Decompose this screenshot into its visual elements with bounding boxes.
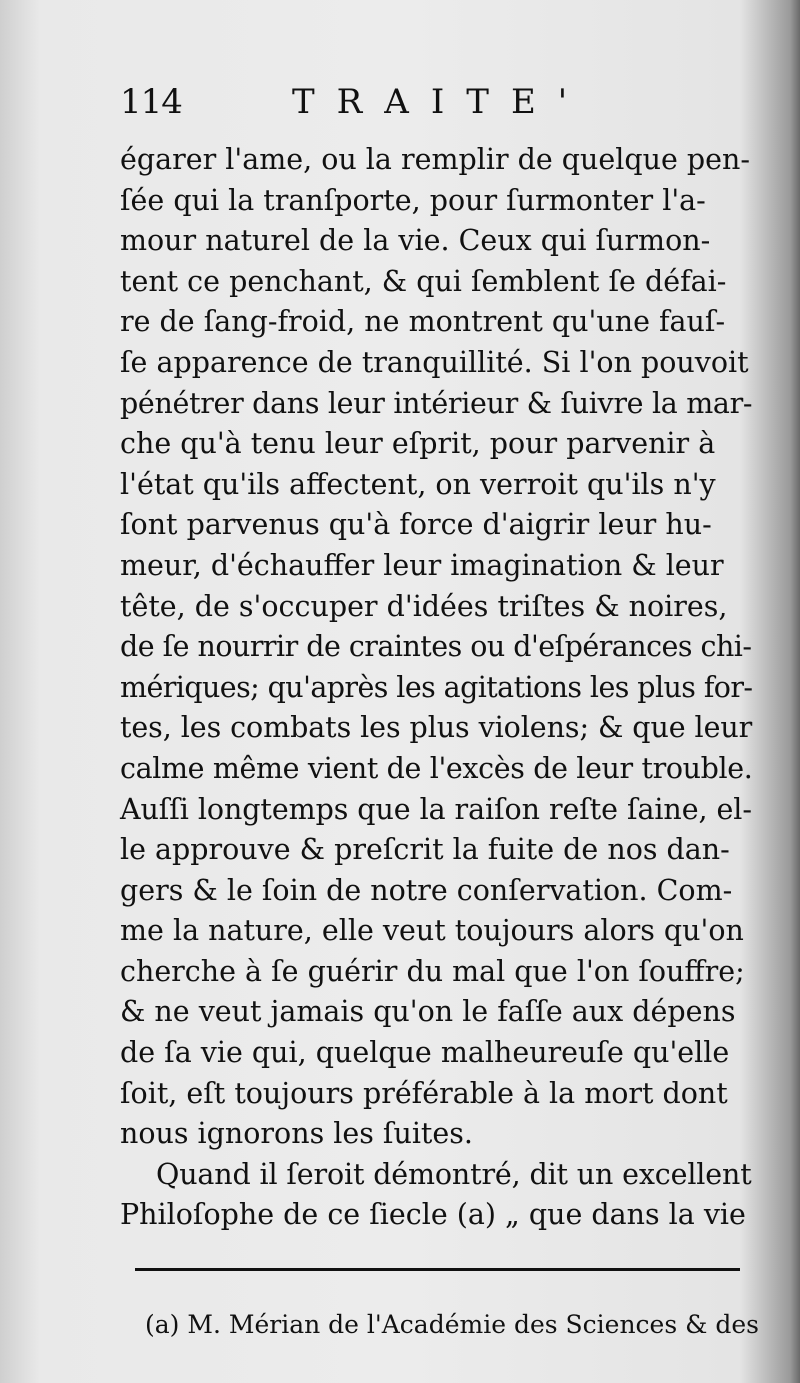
footnote: (a) M. Mérian de l'Académie des Sciences & des	[145, 1310, 759, 1339]
text-line: de ſe nourrir de craintes ou d'eſpérances chi-	[120, 630, 752, 664]
text-line: calme même vient de l'excès de leur trouble.	[120, 751, 753, 785]
text-line: Philoſophe de ce ſiecle (a) „ que dans la vie	[120, 1198, 746, 1232]
text-line: tes, les combats les plus violens; & que leur	[120, 711, 753, 745]
text-line: mériques; qu'après les agitations les plus for-	[120, 670, 753, 704]
text-line: ſée qui la tranſporte, pour ſurmonter l'a-	[120, 183, 706, 217]
text-line: nous ignorons les ſuites.	[120, 1117, 473, 1151]
footnote-divider	[135, 1268, 740, 1271]
text-line: ſoit, eſt toujours préférable à la mort dont	[120, 1076, 728, 1110]
page-header	[120, 82, 760, 132]
text-line: ſe apparence de tranquillité. Si l'on pouvoit	[120, 345, 749, 379]
running-title: TRAITE'	[292, 82, 590, 122]
body-text	[120, 140, 752, 1236]
text-line: Auſſi longtemps que la raiſon reſte ſaine, el-	[120, 792, 752, 826]
text-line: l'état qu'ils affectent, on verroit qu'ils n'y	[120, 467, 716, 501]
text-line: meur, d'échauffer leur imagination & leur	[120, 548, 724, 582]
text-line: cherche à ſe guérir du mal que l'on ſouffre;	[120, 954, 745, 988]
text-line: re de ſang-froid, ne montrent qu'une fauſ-	[120, 305, 726, 339]
text-line: me la nature, elle veut toujours alors qu'on	[120, 914, 744, 948]
text-line: tent ce penchant, & qui ſemblent ſe défai-	[120, 264, 727, 298]
text-line: che qu'à tenu leur eſprit, pour parvenir à	[120, 427, 716, 461]
text-line: égarer l'ame, ou la remplir de quelque pen-	[120, 143, 751, 176]
text-line: & ne veut jamais qu'on le faſſe aux dépens	[120, 995, 736, 1029]
text-line: Quand il ſeroit démontré, dit un excellent	[156, 1157, 752, 1191]
text-line: tête, de s'occuper d'idées triſtes & noires,	[120, 589, 728, 623]
text-line: pénétrer dans leur intérieur & ſuivre la mar-	[120, 386, 753, 420]
text-line: de ſa vie qui, quelque malheureuſe qu'elle	[120, 1036, 730, 1070]
text-line: mour naturel de la vie. Ceux qui ſurmon-	[120, 224, 711, 258]
page-number: 114	[120, 82, 182, 122]
text-line: gers & le ſoin de notre conſervation. Com-	[120, 873, 733, 907]
text-line: ſont parvenus qu'à force d'aigrir leur hu-	[120, 508, 712, 542]
text-line: le approuve & preſcrit la fuite de nos dan-	[120, 833, 730, 867]
